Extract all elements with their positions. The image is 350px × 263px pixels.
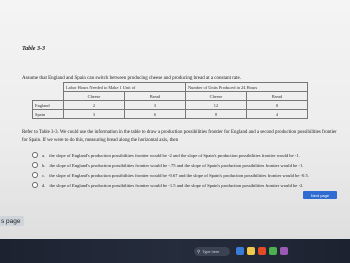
search-placeholder: Type here (202, 249, 220, 254)
option-b[interactable] (32, 160, 309, 170)
option-c[interactable] (32, 170, 309, 180)
option-text: the slope of England's production possibilities frontier would be -2 and the slope of Spain's production possibilities frontier would be -1. (49, 152, 300, 158)
units-produced-header: Number of Units Produced in 24 Hours (186, 83, 308, 92)
store-icon[interactable] (269, 247, 277, 255)
subheader-bread-hours: Bread (125, 92, 186, 101)
production-table (32, 82, 308, 119)
labor-hours-header: Labor Hours Needed to Make 1 Unit of (64, 83, 186, 92)
subheader-cheese-units: Cheese (186, 92, 247, 101)
answer-options (32, 150, 309, 190)
table-title: Table 3-3 (22, 46, 45, 52)
option-letter: a. (42, 152, 46, 158)
table-cell: 8 (186, 110, 247, 119)
subheader-bread-units: Bread (247, 92, 308, 101)
table-row (33, 110, 308, 119)
previous-page-button[interactable]: s page (0, 216, 24, 226)
table-cell: 2 (64, 101, 125, 110)
radio-button[interactable] (32, 152, 38, 158)
table-cell: 3 (64, 110, 125, 119)
table-cell: 6 (125, 110, 186, 119)
row-label-england: England (33, 101, 64, 110)
option-letter: b. (42, 162, 46, 168)
next-page-button[interactable]: Next page (303, 191, 337, 199)
folder-icon[interactable] (247, 247, 255, 255)
table-cell: 4 (247, 110, 308, 119)
option-a[interactable] (32, 150, 309, 160)
option-letter: c. (42, 172, 46, 178)
radio-button[interactable] (32, 162, 38, 168)
subheader-cheese-hours: Cheese (64, 92, 125, 101)
option-text: the slope of England's production possibilities frontier would be -1.5 and the slope of Spain's production possibilities frontier would be -2. (49, 182, 304, 188)
app-icon[interactable] (280, 247, 288, 255)
table-cell: 3 (125, 101, 186, 110)
taskbar-search[interactable] (194, 247, 230, 256)
file-explorer-icon[interactable] (236, 247, 244, 255)
question-text: Refer to Table 3-3. We could use the information in the table to draw a production possibilities frontier for England and a second production possibilities frontier for Spain. If we were to do this, measuring bread along the horizontal axis, then (22, 130, 337, 143)
row-label-spain: Spain (33, 110, 64, 119)
intro-text: Assume that England and Spain can switch between producing cheese and producing bread at a constant rate. (22, 76, 241, 81)
table-cell: 8 (247, 101, 308, 110)
search-icon: ⚲ (197, 248, 201, 254)
radio-button[interactable] (32, 172, 38, 178)
option-d[interactable] (32, 180, 309, 190)
option-letter: d. (42, 182, 46, 188)
option-text: the slope of England's production possibilities frontier would be -0.67 and the slope of Spain's production possibilities frontier would be -0.5. (49, 172, 309, 178)
browser-icon[interactable] (258, 247, 266, 255)
radio-button[interactable] (32, 182, 38, 188)
table-cell: 12 (186, 101, 247, 110)
option-text: the slope of England's production possibilities frontier would be -.75 and the slope of Spain's production possibilities frontier would be -1. (49, 162, 304, 168)
table-row (33, 101, 308, 110)
taskbar (0, 239, 350, 263)
